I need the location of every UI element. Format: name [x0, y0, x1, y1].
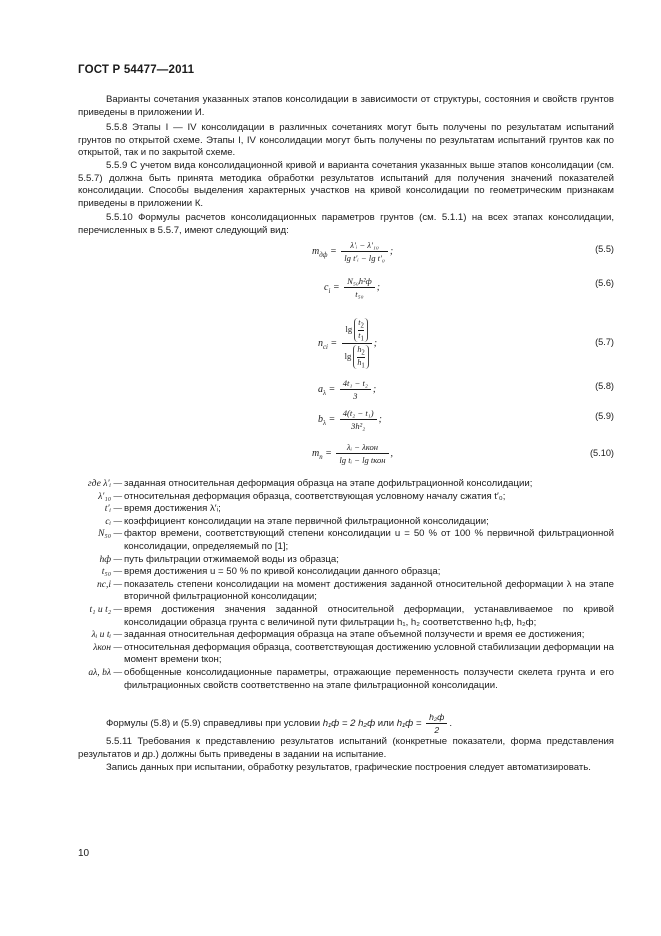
paragraph-5-5-11: 5.5.11 Требования к представлению результатов испытаний (конкретные показатели, форма представления результатов и др.) должны быть приведены в задании на испытание. — [78, 736, 614, 760]
equation-number-5-7: (5.7) — [595, 337, 614, 347]
definition-row: t₅₀ — время достижения u = 50 % по кривой консолидации данного образца; — [101, 566, 441, 578]
equation-number-5-6: (5.6) — [595, 278, 614, 288]
definition-row: t′ᵢ — время достижения λ′ᵢ; — [104, 503, 221, 515]
definition-row: N₅₀ — фактор времени, соответствующий степени консолидации u = 50 % от 100 % первичной фильтрационной консолидации, определяемый по [1]; — [98, 528, 614, 552]
equation-number-5-8: (5.8) — [595, 381, 614, 391]
paragraph-5-5-9: 5.5.9 С учетом вида консолидационной кривой и варианта сочетания указанных выше этапов консолидации (см. 5.5.7) должна быть принята методика обработки результатов испытаний для получения значений показателей консолидации. Способы выделения характерных участков на кривой консолидации по геометрическим признакам приведены в приложении К. — [78, 160, 614, 209]
equation-5-8: $a_\lambda$ = $\frac{\text{4t₁ − t₂}}{3}$ ; — [318, 378, 377, 401]
paragraph-automation: Запись данных при испытании, обработку результатов, графические построения следует автоматизировать. — [106, 762, 591, 773]
definition-row: cᵢ — коэффициент консолидации на этапе первичной фильтрационной консолидации; — [105, 515, 489, 527]
equation-5-10: $m_п$ = $\frac{\text{λᵢ − λкон}}{\text{lg tᵢ − lg tкон}}$ , — [312, 442, 394, 465]
page-number: 10 — [78, 848, 90, 859]
symbol-definitions — [78, 478, 614, 692]
equation-5-5: $m_{дф}$ = $\frac{\text{λ′ᵢ − λ′₁₀}}{\text{lg t′ᵢ − lg t′₀}}$ ; — [312, 240, 394, 263]
paragraph-5-5-8: 5.5.8 Этапы I — IV консолидации в различных сочетаниях могут быть получены по результатам испытаний грунтов по открытой схеме. Этапы I, IV консолидации могут быть получены по результатам испытаний грунтов как по открытой, так и по закрытой схеме. — [78, 122, 614, 159]
paragraph-5-5-10: 5.5.10 Формулы расчетов консолидационных параметров грунтов (см. 5.1.1) на всех этапах консолидации, перечисленных в 5.5.7, имеют следующий вид: — [78, 212, 614, 236]
definition-row: nс,i — показатель степени консолидации на момент достижения заданной относительной деформации λ на этапе вторичной фильтрационной консолидации; — [96, 578, 614, 603]
paragraph-variants: Варианты сочетания указанных этапов консолидации в зависимости от структуры, состояния и свойств грунтов приведены в приложении И. — [78, 94, 614, 118]
definition-row: λкон — относительная деформация образца, соответствующая достижению условной стабилизации деформации на момент времени tкон; — [93, 641, 614, 666]
equation-5-7: $n_{сi}$ = lg $\frac{t_2}{t_1}$ lg $\frac{h_2}{h_1}$ ; — [318, 318, 378, 370]
equation-5-6: $c_i$ = $\frac{\text{N₅₀h²ф}}{\text{t₅₀}}$ ; — [324, 276, 381, 299]
page-header-standard: ГОСТ Р 54477—2011 — [78, 64, 195, 76]
definition-row: aλ, bλ — обобщенные консолидационные параметры, отражающие переменность ползучести скелета грунта и его фильтрационных свойств соответственно на этапе фильтрационной консолидации. — [88, 666, 614, 691]
equation-number-5-5: (5.5) — [595, 244, 614, 254]
definition-row: λ′₁₀ — относительная деформация образца, соответствующая условному началу сжатия t′₀; — [98, 490, 506, 502]
definition-row: hф — путь фильтрации отжимаемой воды из образца; — [99, 553, 339, 565]
definition-row: λᵢ и tᵢ — заданная относительная деформация образца на этапе объемной ползучести и время ее достижения; — [91, 629, 585, 641]
definition-row: где λ′ᵢ — заданная относительная деформация образца на этапе дофильтрационной консолидации; — [87, 478, 533, 489]
equation-5-9: $b_\lambda$ = $\frac{\text{4(t₂ − t₁)}}{\text{3h²₂}}$ ; — [318, 408, 382, 431]
formula-validity-note: Формулы (5.8) и (5.9) справедливы при условии h₁ф = 2 h₂ф или h₁ф = $\frac{\text{h₂ф}}{2}$ . — [106, 712, 453, 735]
definition-row: t₁ и t₂ — время достижения значения заданной относительной деформации, устанавливаемое по кривой консолидации образца грунта с величиной пути фильтрации h₁, h₂ соответственно h₁ф, h₂ф; — [89, 603, 614, 628]
equation-number-5-9: (5.9) — [595, 411, 614, 421]
equation-number-5-10: (5.10) — [589, 448, 614, 458]
